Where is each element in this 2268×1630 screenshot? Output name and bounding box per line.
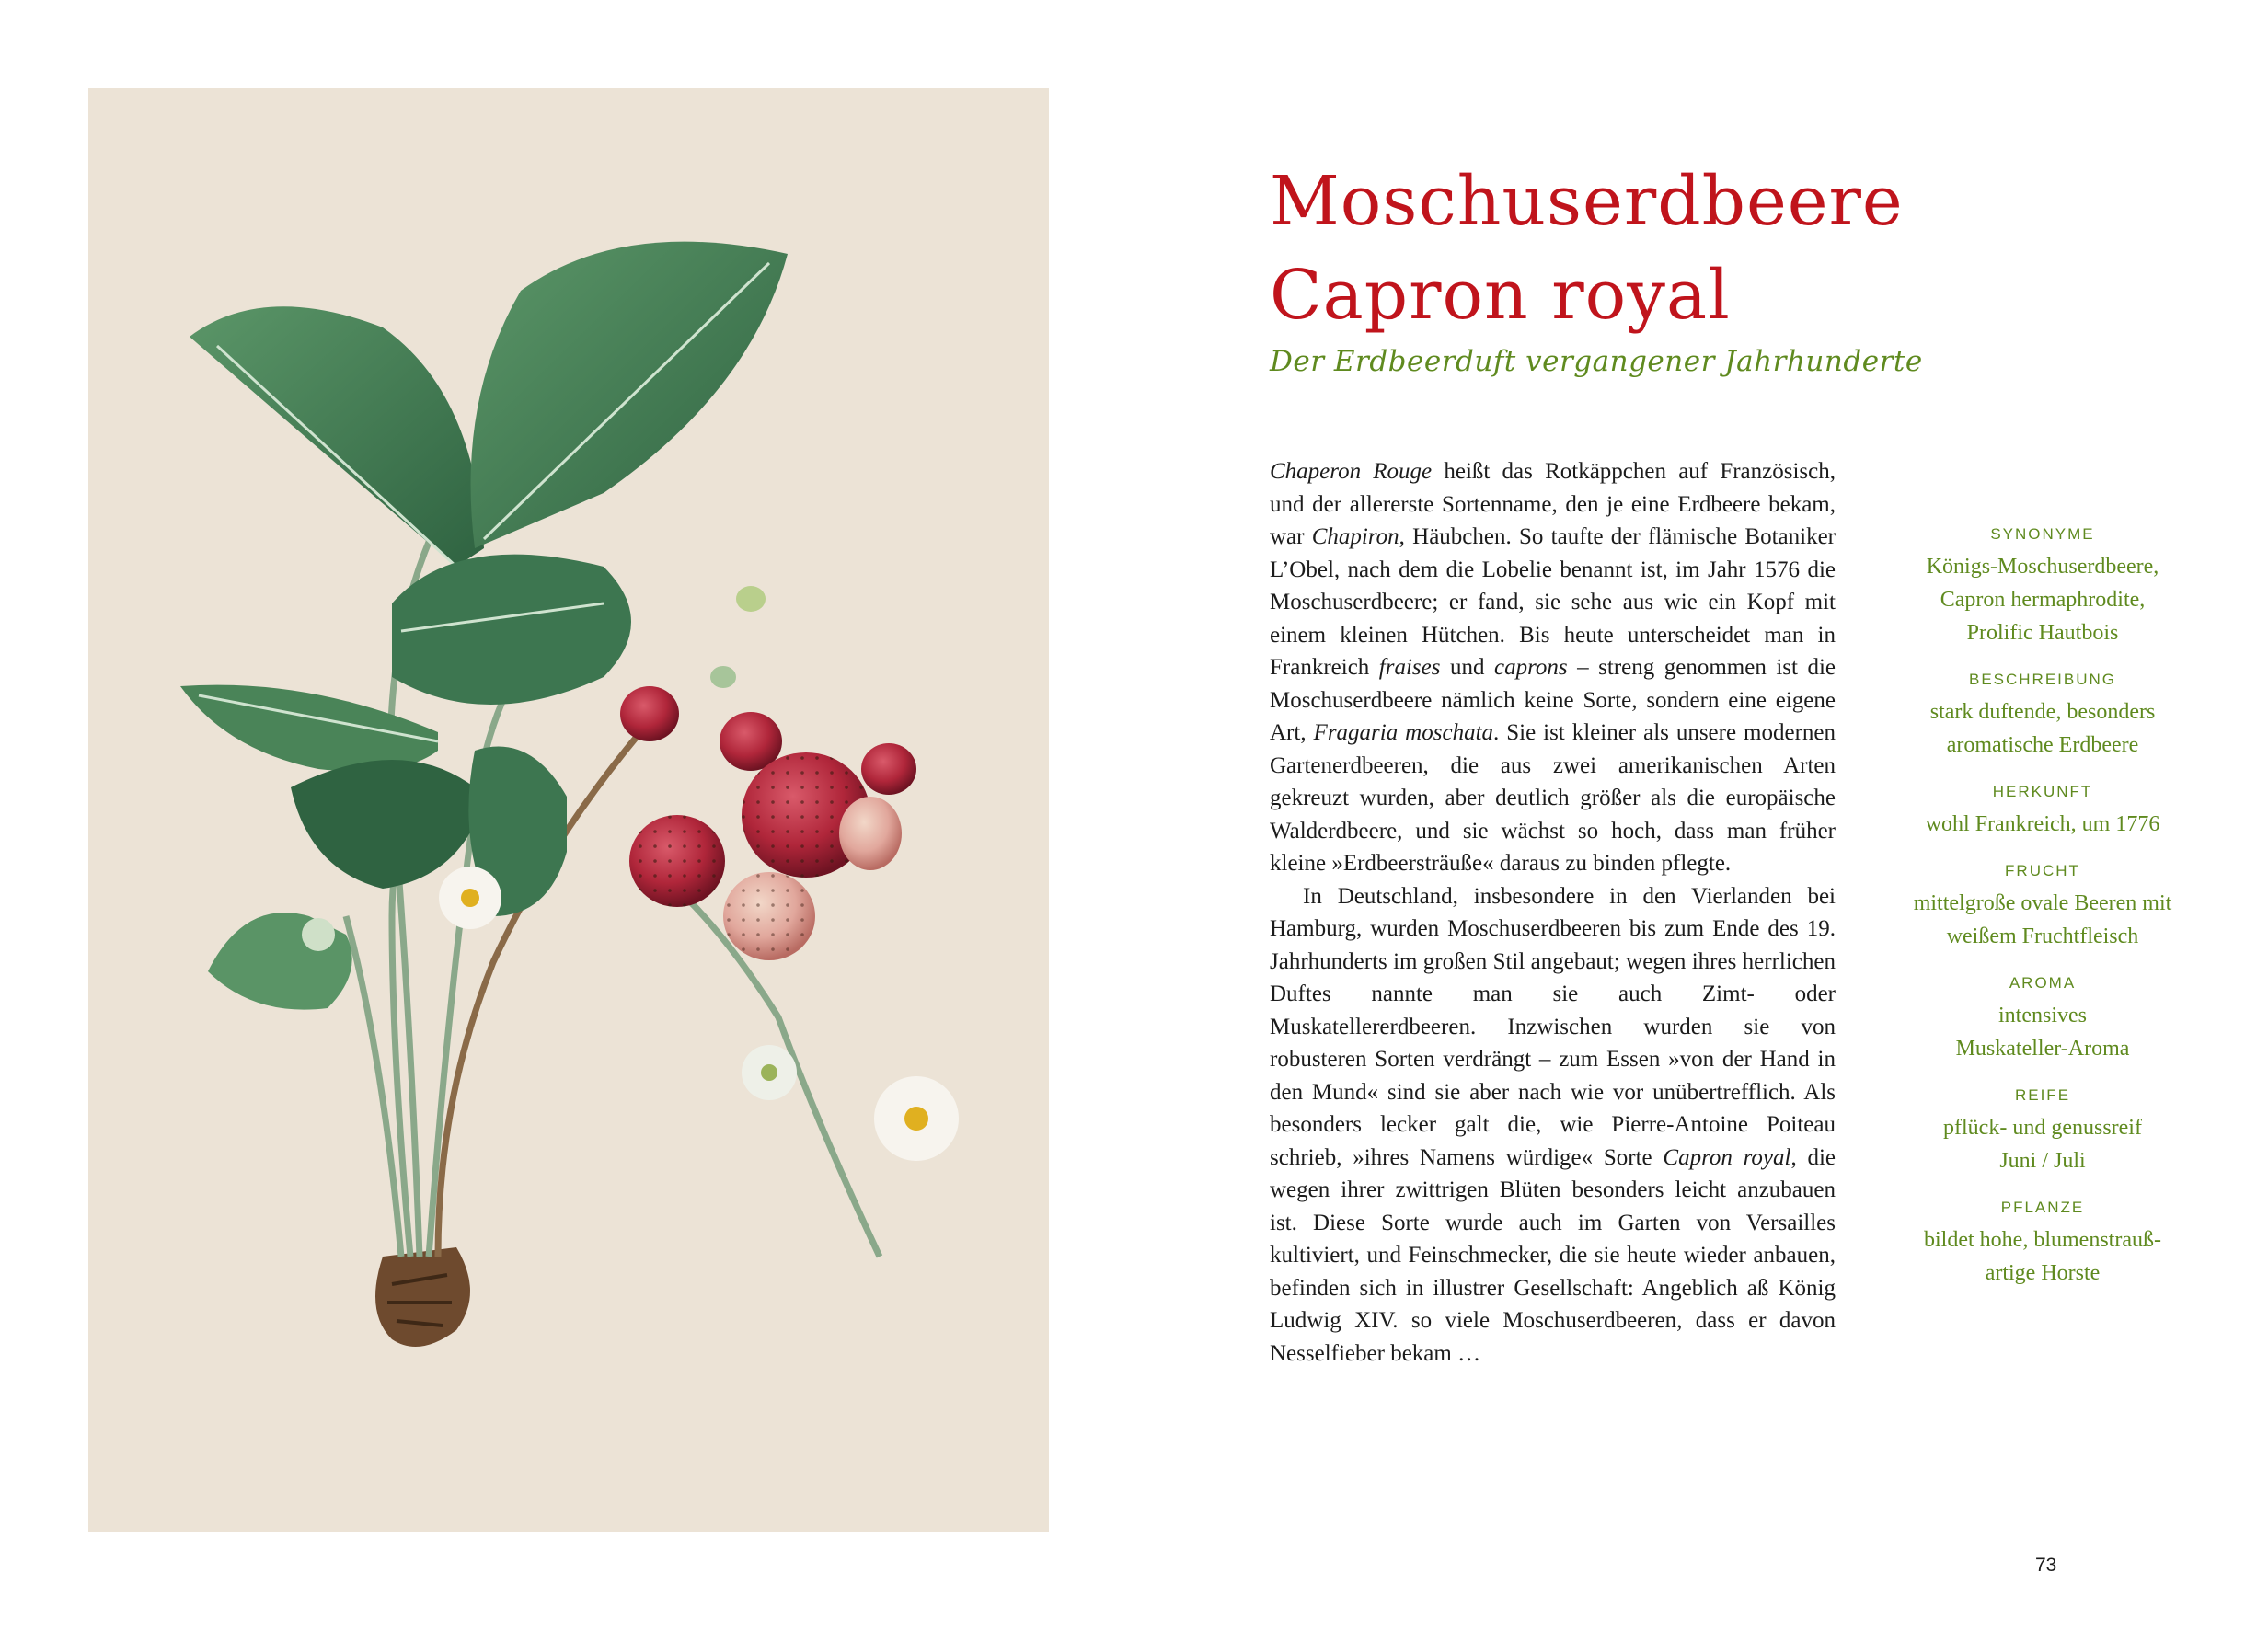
- fact-plant: [1886, 1198, 2199, 1290]
- fact-value: pflück- und genussreif Juni / Juli: [1943, 1116, 2142, 1173]
- fact-label: PFLANZE: [2000, 1199, 2085, 1216]
- variety-facts-sidebar: [1886, 524, 2199, 1310]
- text-run: . Sie ist kleiner als unsere modernen Gartenerdbeeren, die aus zwei amerikanischen Arten gekreuzt wurden, aber deutlich größer als die europäische Walderdbeere, und sie wächst so hoch, dass man früher kleine »Erdbeersträuße« daraus zu binden pflegte.: [1270, 720, 1836, 876]
- fact-label: REIFE: [2014, 1086, 2071, 1104]
- body-text: [1270, 455, 1836, 1370]
- fact-label: FRUCHT: [2005, 862, 2080, 879]
- fact-ripeness: [1886, 1085, 2199, 1177]
- page-number: 73: [2035, 1555, 2057, 1576]
- fact-value: stark duftende, besonders aromatische Erdbeere: [1929, 700, 2156, 757]
- text-run: heißt das Rotkäppchen auf Französisch, und der allererste Sortenname, den je eine Erdbeere bekam, war: [1270, 459, 1836, 549]
- botanical-illustration: [88, 88, 1049, 1532]
- root-crown: [375, 1247, 470, 1347]
- fact-value: wohl Frankreich, um 1776: [1925, 812, 2160, 836]
- fact-value: bildet hohe, blumenstrauß- artige Horste: [1924, 1228, 2161, 1285]
- strawberry-plant-drawing: [88, 88, 1049, 1532]
- text-run: , die wegen ihrer zwittrigen Blüten besonders leicht anzubauen ist. Diese Sorte wurde auch im Garten von Versailles kultiviert, und Feinschmecker, die sie heute wieder anbauen, befinden sich in illustrer Gesellschaft: Angeblich aß König Ludwig XIV. so viele Moschuserdbeeren, dass er davon Nesselfieber bekam …: [1270, 1144, 1836, 1366]
- fact-value: mittelgroße ovale Beeren mit weißem Fruchtfleisch: [1913, 891, 2172, 948]
- italic-run: Fragaria moschata: [1313, 720, 1494, 745]
- fact-label: HERKUNFT: [1992, 783, 2093, 800]
- fact-origin: [1886, 782, 2199, 841]
- fact-value: intensives Muskateller-Aroma: [1955, 1004, 2130, 1061]
- text-run: – streng genommen ist die Moschuserdbeere nämlich keine Sorte, sondern eine eigene Art,: [1270, 655, 1836, 745]
- leaf-cluster-top: [190, 242, 788, 705]
- fact-label: AROMA: [2009, 974, 2077, 992]
- fact-label: BESCHREIBUNG: [1968, 671, 2117, 688]
- title-line-1: Moschuserdbeere: [1270, 162, 1904, 241]
- leaf-cluster-lower: [180, 685, 567, 1010]
- fact-aroma: [1886, 973, 2199, 1065]
- text-run: und: [1440, 655, 1494, 680]
- text-run: In Deutschland, insbesondere in den Vierlanden bei Hamburg, wurden Moschuserdbeeren bis zum Ende des 19. Jahrhunderts im großen Stil angebaut; wegen ihres herrlichen Duftes nannte man sie auch Zimt- oder Muskatellererdbeeren. Inzwischen wurden sie von robusteren Sorten verdrängt – zum Essen »von der Hand in den Mund« sind sie aber nach wie vor unübertrefflich. Als besonders lecker galt die, wie Pierre-Antoine Poiteau schrieb, »ihres Namens würdige« Sorte: [1270, 883, 1836, 1170]
- fact-value: Königs-Moschuserdbeere, Capron hermaphrodite, Prolific Hautbois: [1926, 555, 2159, 645]
- fact-synonyms: [1886, 524, 2199, 649]
- fact-description: [1886, 670, 2199, 762]
- fact-fruit: [1886, 861, 2199, 953]
- italic-run: Chapiron: [1311, 524, 1399, 549]
- text-run: , Häubchen. So taufte der flämische Botaniker L’Obel, nach dem die Lobelie benannt ist, im Jahr 1576 die Moschuserdbeere; er fand, sie sehe aus wie ein Kopf mit einem kleinen Hütchen. Bis heute unterscheidet man in Frankreich: [1270, 524, 1836, 680]
- body-paragraph-2: [1270, 880, 1836, 1371]
- page-title: [1270, 155, 2190, 342]
- strawberries: [620, 586, 916, 960]
- italic-run: Capron royal: [1663, 1144, 1791, 1170]
- italic-run: caprons: [1494, 655, 1568, 680]
- title-line-2: Capron royal: [1270, 256, 1731, 335]
- body-paragraph-1: [1270, 455, 1836, 880]
- fact-label: SYNONYME: [1990, 525, 2095, 543]
- italic-run: fraises: [1378, 655, 1441, 680]
- italic-run: Chaperon Rouge: [1270, 459, 1433, 484]
- subtitle: Der Erdbeerduft vergangener Jahrhunderte: [1270, 345, 1923, 378]
